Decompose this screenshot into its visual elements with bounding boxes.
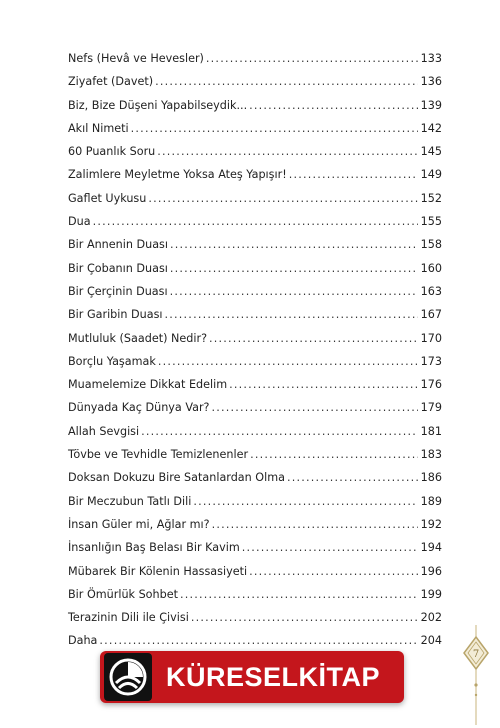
toc-entry <box>68 560 442 583</box>
toc-leader-dots <box>170 257 418 280</box>
toc-entry-page: 149 <box>420 168 442 182</box>
toc-entry <box>68 629 442 652</box>
toc-entry-title: Terazinin Dili ile Çivisi <box>68 611 189 625</box>
toc-leader-dots <box>289 163 418 186</box>
toc-entry-page: 155 <box>420 215 442 229</box>
toc-entry-page: 179 <box>420 401 442 415</box>
toc-leader-dots <box>155 70 418 93</box>
watermark-brand-text: KÜRESELKİTAP <box>166 661 381 692</box>
toc-entry-page: 204 <box>420 634 442 648</box>
toc-leader-dots <box>193 490 418 513</box>
toc-entry <box>68 140 442 163</box>
toc-entry-page: 152 <box>420 191 442 205</box>
toc-entry-page: 176 <box>420 378 442 392</box>
toc-entry-title: Borçlu Yaşamak <box>68 354 156 368</box>
toc-entry <box>68 257 442 280</box>
toc-entry-page: 199 <box>420 587 442 601</box>
toc-entry <box>68 163 442 186</box>
toc-leader-dots <box>158 350 418 373</box>
toc-entry-page: 170 <box>420 331 442 345</box>
toc-entry <box>68 513 442 536</box>
toc-entry-title: Akıl Nimeti <box>68 121 129 135</box>
toc-entry <box>68 420 442 443</box>
toc-entry-title: Allah Sevgisi <box>68 424 140 438</box>
toc-entry-title: Bir Garibin Duası <box>68 308 163 322</box>
toc-entry-title: Bir Ömürlük Sohbet <box>68 587 178 601</box>
toc-entry-page: 183 <box>420 448 442 462</box>
toc-entry-page: 181 <box>420 424 442 438</box>
ornament-icon <box>456 625 496 725</box>
toc-leader-dots <box>148 187 418 210</box>
toc-entry <box>68 490 442 513</box>
toc-entry-title: İnsanlığın Baş Belası Bir Kavim <box>68 541 240 555</box>
toc-entry-title: Bir Çobanın Duası <box>68 261 168 275</box>
toc-leader-dots <box>99 629 418 652</box>
toc-leader-dots <box>170 280 418 303</box>
toc-entry-title: 60 Puanlık Soru <box>68 145 156 159</box>
toc-entry-title: Tövbe ve Tevhidle Temizlenenler <box>68 448 249 462</box>
toc-entry-page: 163 <box>420 284 442 298</box>
toc-leader-dots <box>93 210 418 233</box>
toc-entry-page: 167 <box>420 308 442 322</box>
toc-entry-page: 192 <box>420 517 442 531</box>
toc-entry <box>68 117 442 140</box>
toc-entry-title: Mutluluk (Saadet) Nedir? <box>68 331 208 345</box>
toc-entry <box>68 47 442 70</box>
toc-entry <box>68 350 442 373</box>
toc-leader-dots <box>191 606 418 629</box>
toc-leader-dots <box>141 420 418 443</box>
toc-entry <box>68 94 442 117</box>
toc-entry-title: Nefs (Hevâ ve Hevesler) <box>68 52 204 65</box>
toc-leader-dots <box>250 443 418 466</box>
toc-leader-dots <box>249 560 418 583</box>
toc-entry-page: 196 <box>420 564 442 578</box>
toc-leader-dots <box>212 513 418 536</box>
toc-entry-page: 173 <box>420 354 442 368</box>
toc-entry-title: Bir Çerçinin Duası <box>68 284 168 298</box>
toc-entry-page: 202 <box>420 611 442 625</box>
toc-entry-page: 158 <box>420 238 442 252</box>
toc-entry <box>68 373 442 396</box>
toc-entry-title: Dua <box>68 215 91 229</box>
toc-entry <box>68 536 442 559</box>
toc-entry <box>68 233 442 256</box>
toc-entry-title: Mübarek Bir Kölenin Hassasiyeti <box>68 564 248 578</box>
toc-entry-page: 189 <box>420 494 442 508</box>
toc-leader-dots <box>242 536 418 559</box>
watermark-banner <box>100 651 404 703</box>
toc-entry <box>68 396 442 419</box>
toc-entry-title: Dünyada Kaç Dünya Var? <box>68 401 210 415</box>
toc-leader-dots <box>229 373 418 396</box>
toc-leader-dots <box>287 466 418 489</box>
toc-entry-title: Bir Meczubun Tatlı Dili <box>68 494 192 508</box>
toc-entry-page: 136 <box>420 75 442 89</box>
toc-entry-page: 194 <box>420 541 442 555</box>
toc-leader-dots <box>157 140 418 163</box>
table-of-contents <box>68 47 442 653</box>
toc-entry-page: 145 <box>420 145 442 159</box>
toc-entry-title: Zalimlere Meyletme Yoksa Ateş Yapışır! <box>68 168 287 182</box>
toc-entry-title: İnsan Güler mi, Ağlar mı? <box>68 517 210 531</box>
toc-entry-title: Gaflet Uykusu <box>68 191 147 205</box>
toc-entry-page: 142 <box>420 121 442 135</box>
toc-leader-dots <box>170 233 418 256</box>
toc-entry-title: Biz, Bize Düşeni Yapabilseydik... <box>68 98 248 112</box>
toc-leader-dots <box>206 47 418 70</box>
ornament-numeral: 7 <box>472 649 480 660</box>
toc-entry-page: 160 <box>420 261 442 275</box>
toc-leader-dots <box>249 94 418 117</box>
toc-entry <box>68 443 442 466</box>
toc-entry-title: Ziyafet (Davet) <box>68 75 154 89</box>
toc-entry <box>68 466 442 489</box>
toc-entry <box>68 187 442 210</box>
toc-entry-page: 186 <box>420 471 442 485</box>
toc-entry <box>68 280 442 303</box>
toc-leader-dots <box>180 583 418 606</box>
toc-leader-dots <box>165 303 418 326</box>
toc-entry-page: 139 <box>420 98 442 112</box>
toc-entry <box>68 70 442 93</box>
toc-entry <box>68 327 442 350</box>
kureselkitap-logo-icon <box>104 653 152 701</box>
toc-entry-title: Bir Annenin Duası <box>68 238 168 252</box>
toc-entry-title: Doksan Dokuzu Bire Satanlardan Olma <box>68 471 285 485</box>
toc-entry <box>68 303 442 326</box>
toc-entry <box>68 606 442 629</box>
toc-leader-dots <box>131 117 418 140</box>
toc-entry-title: Daha <box>68 634 98 648</box>
toc-entry-page: 133 <box>420 52 442 65</box>
toc-entry <box>68 583 442 606</box>
toc-entry-title: Muamelemize Dikkat Edelim <box>68 378 228 392</box>
toc-entry <box>68 210 442 233</box>
toc-leader-dots <box>212 396 419 419</box>
toc-leader-dots <box>209 327 418 350</box>
